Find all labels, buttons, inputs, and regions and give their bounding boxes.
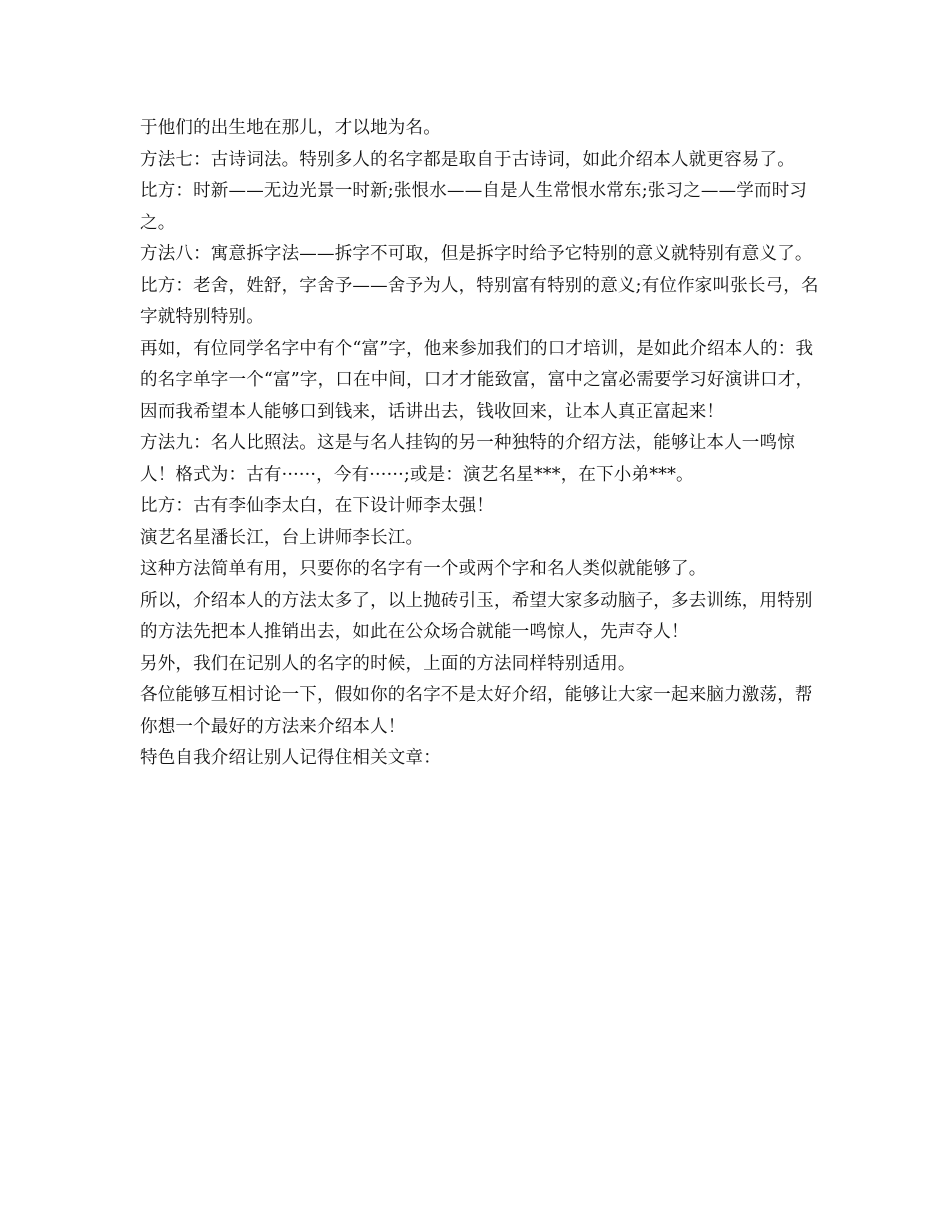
- paragraph: 各位能够互相讨论一下，假如你的名字不是太好介绍，能够让大家一起来脑力激荡，帮你想一个最好的方法来介绍本人！: [140, 685, 813, 737]
- paragraph: 演艺名星潘长江，台上讲师李长江。: [140, 527, 424, 548]
- paragraph: 比方：古有李仙李太白，在下设计师李太强！: [140, 496, 494, 516]
- paragraph: 再如，有位同学名字中有个“富”字，他来参加我们的口才培训，是如此介绍本人的：我的名字单字一个“富”字，口在中间，口才才能致富，富中之富必需要学习好演讲口才，因而我希望本人能够口到钱来，话讲出去，钱收回来，让本人真正富起来！: [140, 338, 814, 422]
- paragraph: 另外，我们在记别人的名字的时候，上面的方法同样特别适用。: [140, 653, 636, 674]
- paragraph: 方法八：寓意拆字法——拆字不可取，但是拆字时给予它特别的意义就特别有意义了。: [140, 244, 813, 264]
- paragraph: 方法七：古诗词法。特别多人的名字都是取自于古诗词，如此介绍本人就更容易了。: [140, 149, 795, 170]
- paragraph: 特色自我介绍让别人记得住相关文章：: [140, 748, 441, 768]
- paragraph: 方法九：名人比照法。这是与名人挂钩的另一种独特的介绍方法，能够让本人一鸣惊人！格式为：古有······，今有······;或是：演艺名星***，在下小弟***。: [140, 433, 795, 485]
- paragraph: 于他们的出生地在那儿，才以地为名。: [140, 118, 441, 138]
- document-body: [140, 113, 830, 775]
- paragraph: 这种方法简单有用，只要你的名字有一个或两个字和名人类似就能够了。: [140, 559, 707, 579]
- paragraph: 比方：老舍，姓舒，字舍予——舍予为人，特别富有特别的意义;有位作家叫张长弓，名字就特别特别。: [140, 275, 819, 327]
- paragraph: 比方：时新——无边光景一时新;张恨水——自是人生常恨水常东;张习之——学而时习之。: [140, 181, 808, 233]
- paragraph: 所以，介绍本人的方法太多了，以上抛砖引玉，希望大家多动脑子，多去训练，用特别的方法先把本人推销出去，如此在公众场合就能一鸣惊人，先声夺人！: [140, 590, 813, 642]
